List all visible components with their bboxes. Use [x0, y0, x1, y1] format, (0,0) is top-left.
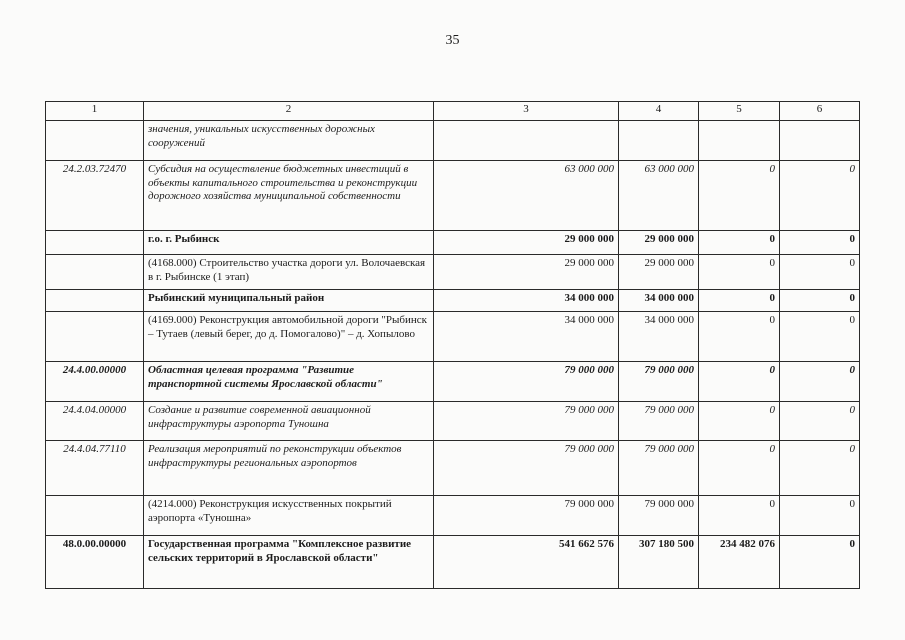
- column-header: 2: [144, 102, 434, 121]
- table-row: [46, 121, 860, 161]
- row-col3: 541 662 576: [434, 536, 619, 589]
- row-col5: 0: [699, 402, 780, 441]
- row-col4: [619, 121, 699, 161]
- row-name: (4169.000) Реконструкция автомобильной дороги "Рыбинск – Тутаев (левый берег, до д. Помогалово)" – д. Хопылово: [144, 312, 434, 362]
- row-col6: 0: [780, 255, 860, 290]
- row-name: Государственная программа "Комплексное развитие сельских территорий в Ярославской области": [144, 536, 434, 589]
- row-code: [46, 496, 144, 536]
- row-col6: 0: [780, 496, 860, 536]
- row-col4: 79 000 000: [619, 441, 699, 496]
- row-code: 48.0.00.00000: [46, 536, 144, 589]
- column-header: 3: [434, 102, 619, 121]
- row-col6: 0: [780, 290, 860, 312]
- page-number: 35: [445, 33, 460, 48]
- table-row: [46, 536, 860, 589]
- row-col4: 34 000 000: [619, 312, 699, 362]
- row-col3: 79 000 000: [434, 402, 619, 441]
- row-col4: 307 180 500: [619, 536, 699, 589]
- row-col3: 34 000 000: [434, 312, 619, 362]
- table-row: [46, 362, 860, 402]
- row-col4: 29 000 000: [619, 255, 699, 290]
- row-col3: 34 000 000: [434, 290, 619, 312]
- row-code: [46, 312, 144, 362]
- table-row: [46, 496, 860, 536]
- row-col6: 0: [780, 312, 860, 362]
- row-col5: 0: [699, 231, 780, 255]
- row-col6: 0: [780, 161, 860, 231]
- table-row: [46, 231, 860, 255]
- column-header: 5: [699, 102, 780, 121]
- table-row: [46, 290, 860, 312]
- row-col3: 29 000 000: [434, 231, 619, 255]
- row-name: Субсидия на осуществление бюджетных инвестиций в объекты капитального строительства и реконструкции дорожного хозяйства муниципальной собственности: [144, 161, 434, 231]
- table-header-row: [46, 102, 860, 121]
- row-code: 24.4.04.00000: [46, 402, 144, 441]
- row-col3: [434, 121, 619, 161]
- row-code: [46, 255, 144, 290]
- row-code: 24.2.03.72470: [46, 161, 144, 231]
- row-col6: 0: [780, 536, 860, 589]
- row-col4: 79 000 000: [619, 362, 699, 402]
- row-col6: 0: [780, 441, 860, 496]
- row-code: 24.4.04.77110: [46, 441, 144, 496]
- row-col4: 79 000 000: [619, 402, 699, 441]
- row-col5: 0: [699, 362, 780, 402]
- row-col4: 79 000 000: [619, 496, 699, 536]
- column-header: 1: [46, 102, 144, 121]
- row-col3: 63 000 000: [434, 161, 619, 231]
- row-code: [46, 231, 144, 255]
- row-col3: 79 000 000: [434, 441, 619, 496]
- row-col4: 34 000 000: [619, 290, 699, 312]
- row-name: (4214.000) Реконструкция искусственных покрытий аэропорта «Туношна»: [144, 496, 434, 536]
- table-row: [46, 312, 860, 362]
- table-row: [46, 255, 860, 290]
- row-col4: 29 000 000: [619, 231, 699, 255]
- row-col5: 0: [699, 255, 780, 290]
- row-name: Реализация мероприятий по реконструкции объектов инфраструктуры региональных аэропортов: [144, 441, 434, 496]
- column-header: 6: [780, 102, 860, 121]
- table-row: [46, 161, 860, 231]
- row-name: (4168.000) Строительство участка дороги ул. Волочаевская в г. Рыбинске (1 этап): [144, 255, 434, 290]
- row-col5: 0: [699, 496, 780, 536]
- row-name: Областная целевая программа "Развитие транспортной системы Ярославской области": [144, 362, 434, 402]
- row-name: г.о. г. Рыбинск: [144, 231, 434, 255]
- row-col3: 79 000 000: [434, 362, 619, 402]
- table-row: [46, 402, 860, 441]
- table-row: [46, 441, 860, 496]
- row-col6: [780, 121, 860, 161]
- row-col5: 0: [699, 161, 780, 231]
- row-col5: 0: [699, 441, 780, 496]
- budget-table: [45, 101, 860, 589]
- row-code: 24.4.00.00000: [46, 362, 144, 402]
- row-code: [46, 290, 144, 312]
- row-col5: [699, 121, 780, 161]
- row-col6: 0: [780, 362, 860, 402]
- row-name: значения, уникальных искусственных дорожных сооружений: [144, 121, 434, 161]
- row-col5: 0: [699, 290, 780, 312]
- row-col5: 234 482 076: [699, 536, 780, 589]
- column-header: 4: [619, 102, 699, 121]
- row-col5: 0: [699, 312, 780, 362]
- row-name: Рыбинский муниципальный район: [144, 290, 434, 312]
- row-name: Создание и развитие современной авиационной инфраструктуры аэропорта Туношна: [144, 402, 434, 441]
- row-col3: 29 000 000: [434, 255, 619, 290]
- row-code: [46, 121, 144, 161]
- row-col4: 63 000 000: [619, 161, 699, 231]
- row-col6: 0: [780, 402, 860, 441]
- row-col3: 79 000 000: [434, 496, 619, 536]
- row-col6: 0: [780, 231, 860, 255]
